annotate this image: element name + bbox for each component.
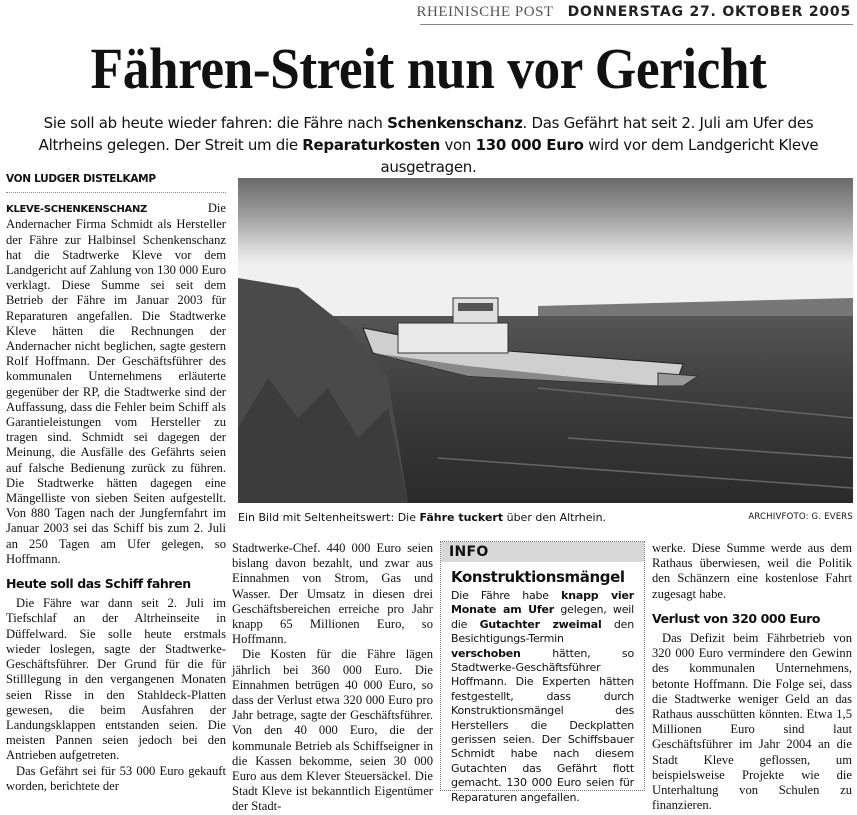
text-segment: den Besichtigungs-Termin (451, 617, 634, 646)
sky (238, 178, 853, 318)
ferry-cabin (398, 323, 508, 353)
text-segment: von (439, 136, 476, 154)
info-label: INFO (441, 542, 644, 562)
lead-paragraph (6, 201, 226, 567)
column-4 (652, 541, 852, 813)
paragraph: Das Gefährt sei für 53 000 Euro gekauft worden, berichtete der (6, 763, 226, 793)
info-body (441, 589, 644, 805)
text-segment: Sie soll ab heute wieder fahren: die Fähre nach (43, 114, 388, 132)
headline: Fähren-Streit nun vor Gericht (90, 36, 767, 101)
text-segment: Die Fähre habe (451, 589, 562, 602)
emphasis-text: Reparaturkosten (302, 136, 440, 154)
emphasis-text: Fähre tuckert (419, 511, 504, 524)
column-2 (232, 541, 433, 815)
emphasis-text: 130 000 Euro (475, 136, 584, 154)
ferry-photo (238, 178, 853, 503)
paragraph: Die Kosten für die Fähre lägen jährlich bei 360 000 Euro. Die Einnahmen betrügen 40 000 Euro, so dass der Verlust etwa 320 000 Euro pro Jahr betrage, sagte der Geschäftsführer. Von den 40 000 Euro, die der kommunale Betrieb als Schiffseigner in die Kassen bekomme, seien 30 000 Euro aus dem Klever Steuersäckel. Die Stadt Kleve ist bekanntlich Eigentümer der Stadt- (232, 647, 433, 814)
subheading: Verlust von 320 000 Euro (652, 610, 821, 626)
emphasis-text: Schenkenschanz (387, 114, 523, 132)
info-box (440, 541, 645, 804)
text-segment: Ein Bild mit Seltenheitswert: Die (238, 511, 420, 524)
text-segment: . Das Gefährt hat seit 2. Juli am Ufer des Altrheins gelegen. Der Streit um die (38, 114, 814, 154)
issue-date: DONNERSTAG 27. OKTOBER 2005 (567, 4, 851, 20)
info-title: Konstruktionsmängel (451, 568, 625, 586)
emphasis-text: knapp vier Monate am Ufer (451, 589, 634, 617)
masthead-rule (420, 24, 853, 25)
photo-credit: ARCHIVFOTO: G. EVERS (748, 512, 853, 522)
subhead (30, 112, 827, 178)
paragraph: Das Defizit beim Fährbetrieb von 320 000 Euro vermindere den Gewinn des kommunalen Unternehmens, betonte Hoffmann. Die Folge sei, dass die Stadtwerke weniger Geld an das Rathaus ausschütten könnten. Etwa 1,5 Millionen Euro sind laut Geschäftsführer im Jahr 2004 an die Stadt Kleve geflossen, um beispielsweise Projekte wie die Unterhaltung von Schulen zu finanzieren. (652, 631, 852, 813)
photo-caption (238, 511, 853, 524)
paragraph: Die Fähre war dann seit 2. Juli im Tiefschlaf an der Altrheinseite in Düffelward. Sie solle heute erstmals wieder loslegen, sagte der Stadtwerke-Geschäftsführer. Der Grund für die für Stilllegung in den vergangenen Monaten seien Risse in den Stahldeck-Platten gewesen, die beim Ausfahren der Landungsklappen entstanden seien. Die meisten Pannen seien jedoch bei den Antrieben aufgetreten. (6, 596, 226, 763)
subheading: Heute soll das Schiff fahren (6, 576, 191, 592)
text-segment: hätten, so Stadtwerke-Geschäftsführer Hoffmann. Die Experten hätten festgestellt, dass durch Konstruktionsmängel des Herstellers die Deckplatten gerissen seien. Der Schiffsbauer Schmidt habe nach diesem Gutachten das Gefährt flott gemacht. 130 000 Euro seien für Reparaturen angefallen. (451, 646, 634, 804)
lead-text: Die Andernacher Firma Schmidt als Hersteller der Fähre zur Halbinsel Schenkenschanz hat die Stadtwerke Kleve vor dem Landgericht auf Zahlung von 130 000 Euro verklagt. Diese Summe sei seit dem Betrieb der Fähre im Januar 2003 für Reparaturen angefallen. Die Stadtwerke Kleve hätten die Rechnungen der Andernacher nicht beglichen, sagte gestern Rolf Hoffmann. Der Geschäftsführer des kommunalen Unternehmens erläuterte gegenüber der RP, die Stadtwerke sind der Auffassung, dass die Fehler beim Schiff als Garantieleistungen vom Hersteller zu tragen sind. Schmidt sei dagegen der Meinung, die Ausfälle des Gefährts seien auf falsche Bedienung zurück zu führen. Die Stadtwerke hätten dagegen eine Mängelliste von sieben Seiten aufgestellt. Von 880 Tagen nach der Jungfernfahrt im Januar 2003 sei das Schiff bis zum 2. Juli an 250 Tagen am Ufer gelegen, so Hoffmann. (6, 201, 226, 566)
caption-text (238, 511, 606, 524)
masthead (417, 4, 852, 21)
text-segment: gelegen, weil die (451, 603, 634, 631)
paragraph: werke. Diese Summe werde aus dem Rathaus überwiesen, weil die Politik den Schänzern eine kostenlose Fahrt zugesagt habe. (652, 541, 852, 601)
text-segment: über den Altrhein. (503, 511, 607, 524)
newspaper-name: RHEINISCHE POST (416, 4, 554, 20)
dateline: KLEVE-SCHENKENSCHANZ (6, 204, 148, 216)
emphasis-text: verschoben (451, 646, 521, 660)
text-segment: wird vor dem Landgericht Kleve ausgetragen. (380, 136, 819, 176)
paragraph: Stadtwerke-Chef. 440 000 Euro seien bislang davon bezahlt, und zwar aus Einnahmen von Strom, Gas und Wasser. Der Umsatz in diesen drei Geschäftsbereichen erreiche pro Jahr knapp 65 Millionen Euro, so Hoffmann. (232, 541, 433, 647)
emphasis-text: Gutachter zweimal (479, 617, 602, 631)
column-1 (6, 172, 226, 794)
byline: VON LUDGER DISTELKAMP (6, 172, 226, 193)
